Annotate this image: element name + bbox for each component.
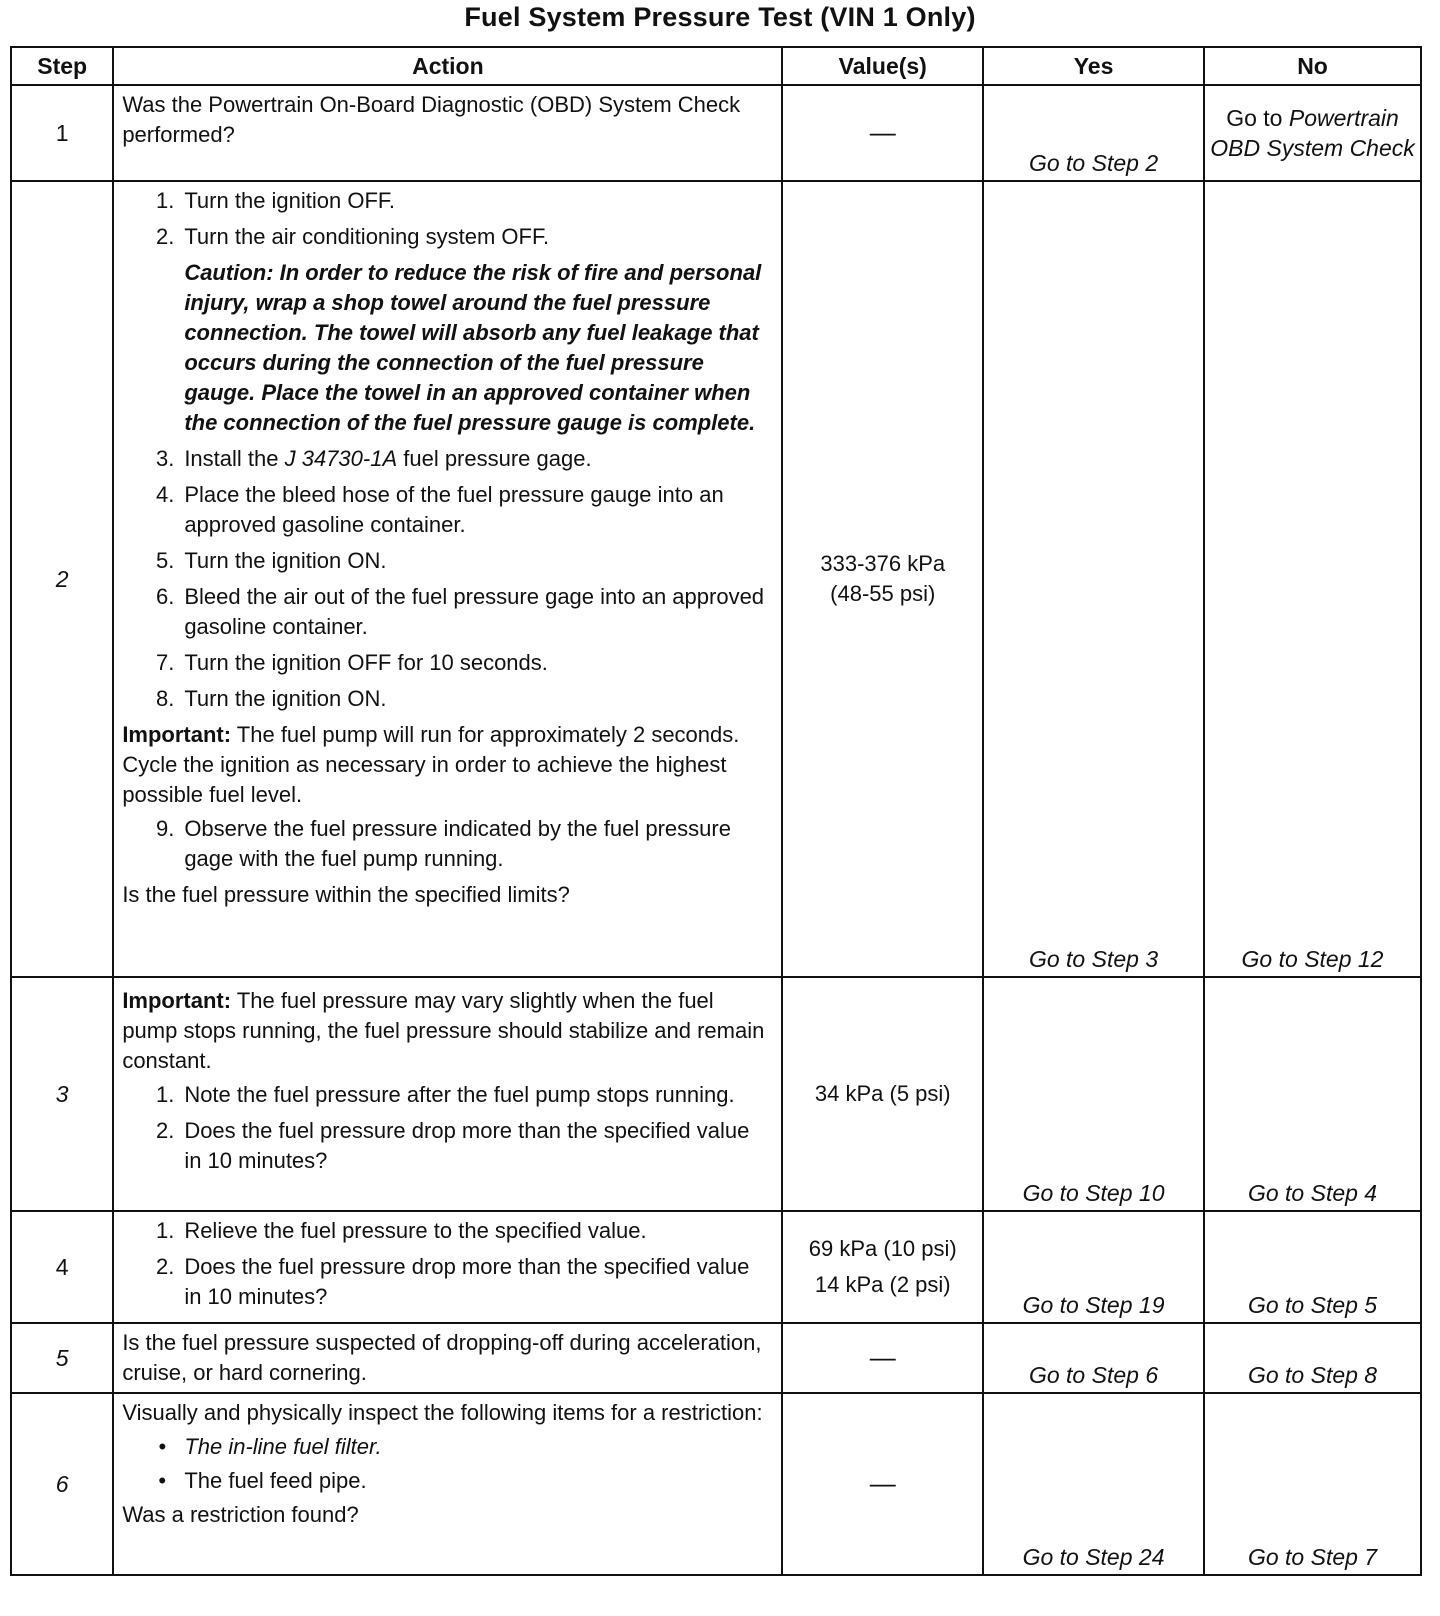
step-number: 3 — [11, 977, 113, 1211]
table-row — [11, 1323, 1421, 1393]
action-cell — [113, 1323, 782, 1393]
list-item — [122, 814, 771, 874]
value-cell — [782, 181, 983, 977]
list-item — [122, 582, 771, 642]
value-cell — [782, 1211, 983, 1323]
action-question: Was a restriction found? — [122, 1502, 359, 1527]
important-label: Important: — [122, 722, 232, 747]
item-number: 2. — [155, 224, 175, 249]
item-text: Turn the ignition ON. — [184, 548, 387, 573]
action-cell — [113, 1211, 782, 1323]
item-text: Relieve the fuel pressure to the specified value. — [184, 1218, 647, 1243]
bullet-item — [122, 1432, 771, 1462]
yes-goto[interactable]: Go to Step 19 — [983, 1211, 1204, 1323]
action-cell — [113, 977, 782, 1211]
bullet-icon: • — [158, 1434, 167, 1459]
table-row — [11, 1211, 1421, 1323]
action-question: Is the fuel pressure within the specified limits? — [122, 882, 570, 907]
important-text: The fuel pressure may vary slightly when the fuel pump stops running, the fuel pressure should stabilize and remain constant. — [122, 988, 765, 1073]
table-row — [11, 1393, 1421, 1575]
no-goto[interactable]: Go to Step 8 — [1204, 1323, 1421, 1393]
header-no: No — [1204, 47, 1421, 85]
bullet-text: The fuel feed pipe. — [184, 1468, 367, 1493]
action-cell — [113, 85, 782, 181]
step-number: 6 — [11, 1393, 113, 1575]
item-text: Bleed the air out of the fuel pressure gage into an approved gasoline container. — [184, 584, 765, 639]
value-dash: — — [869, 1468, 896, 1498]
item-number: 2. — [155, 1118, 175, 1143]
diagnostic-table — [10, 46, 1422, 1576]
important-note — [122, 986, 771, 1076]
no-goto[interactable] — [1204, 85, 1421, 181]
step-number: 5 — [11, 1323, 113, 1393]
list-item — [122, 1116, 771, 1176]
list-item — [122, 186, 771, 216]
item-number: 9. — [155, 816, 175, 841]
value-cell — [782, 1393, 983, 1575]
value-line: 333-376 kPa — [820, 551, 946, 576]
list-item — [122, 1216, 771, 1246]
value-line: (48-55 psi) — [830, 581, 936, 606]
no-goto[interactable]: Go to Step 4 — [1204, 977, 1421, 1211]
important-label: Important: — [122, 988, 232, 1013]
important-note — [122, 720, 771, 810]
item-number: 1. — [155, 1218, 175, 1243]
item-number: 7. — [155, 650, 175, 675]
list-item — [122, 444, 771, 474]
step-number: 2 — [11, 181, 113, 977]
item-number: 1. — [155, 188, 175, 213]
header-value: Value(s) — [782, 47, 983, 85]
table-row — [11, 181, 1421, 977]
important-text: The fuel pump will run for approximately 2 seconds. Cycle the ignition as necessary in order to achieve the highest possible fuel level. — [122, 722, 740, 807]
no-goto[interactable]: Go to Step 5 — [1204, 1211, 1421, 1323]
page-title: Fuel System Pressure Test (VIN 1 Only) — [464, 2, 976, 32]
table-header-row — [11, 47, 1421, 85]
header-step: Step — [11, 47, 113, 85]
value-cell: 34 kPa (5 psi) — [782, 977, 983, 1211]
value-line: 69 kPa (10 psi) — [808, 1236, 957, 1261]
item-text: Note the fuel pressure after the fuel pump stops running. — [184, 1082, 735, 1107]
item-number: 3. — [155, 446, 175, 471]
header-yes: Yes — [983, 47, 1204, 85]
yes-goto[interactable]: Go to Step 24 — [983, 1393, 1204, 1575]
list-item — [122, 684, 771, 714]
value-cell — [782, 85, 983, 181]
action-cell — [113, 1393, 782, 1575]
table-row — [11, 85, 1421, 181]
item-text: Does the fuel pressure drop more than the specified value in 10 minutes? — [184, 1118, 750, 1173]
no-goto[interactable]: Go to Step 12 — [1204, 181, 1421, 977]
item-text: Observe the fuel pressure indicated by the fuel pressure gage with the fuel pump running. — [184, 816, 731, 871]
item-text: Install the — [184, 446, 285, 471]
table-row — [11, 977, 1421, 1211]
header-action: Action — [113, 47, 782, 85]
action-cell — [113, 181, 782, 977]
no-goto-link[interactable]: Powertrain OBD System Check — [1210, 105, 1415, 161]
yes-goto[interactable]: Go to Step 10 — [983, 977, 1204, 1211]
item-number: 2. — [155, 1254, 175, 1279]
item-text: Turn the air conditioning system OFF. — [184, 224, 550, 249]
item-text: Does the fuel pressure drop more than the specified value in 10 minutes? — [184, 1254, 750, 1309]
yes-goto[interactable]: Go to Step 2 — [983, 85, 1204, 181]
item-text: Turn the ignition ON. — [184, 686, 387, 711]
list-item — [122, 480, 771, 540]
no-goto[interactable]: Go to Step 7 — [1204, 1393, 1421, 1575]
tool-reference: J 34730-1A — [284, 446, 398, 471]
action-question: Was the Powertrain On-Board Diagnostic (OBD) System Check performed? — [122, 92, 741, 147]
action-intro: Visually and physically inspect the following items for a restriction: — [122, 1400, 763, 1425]
yes-goto[interactable]: Go to Step 6 — [983, 1323, 1204, 1393]
item-text: Place the bleed hose of the fuel pressure gauge into an approved gasoline container. — [184, 482, 724, 537]
step-number: 4 — [11, 1211, 113, 1323]
item-text: fuel pressure gage. — [397, 446, 592, 471]
item-text: Turn the ignition OFF. — [184, 188, 396, 213]
item-number: 5. — [155, 548, 175, 573]
value-dash: — — [869, 117, 896, 147]
action-question: Is the fuel pressure suspected of dropping-off during acceleration, cruise, or hard cornering. — [122, 1330, 762, 1385]
bullet-text: The in-line fuel filter. — [184, 1434, 382, 1459]
yes-goto[interactable]: Go to Step 3 — [983, 181, 1204, 977]
item-number: 4. — [155, 482, 175, 507]
item-number: 1. — [155, 1082, 175, 1107]
caution-text: Caution: In order to reduce the risk of fire and personal injury, wrap a shop towel around the fuel pressure connection. The towel will absorb any fuel leakage that occurs during the connection of the fuel pressure gauge. Place the towel in an approved container when the connection of the fuel pressure gauge is complete. — [184, 260, 762, 435]
list-item — [122, 1080, 771, 1110]
bullet-icon: • — [158, 1468, 167, 1493]
list-item — [122, 546, 771, 576]
no-goto-prefix: Go to — [1226, 105, 1289, 131]
list-item — [122, 222, 771, 252]
bullet-item — [122, 1466, 771, 1496]
list-item — [122, 1252, 771, 1312]
value-line: 14 kPa (2 psi) — [814, 1272, 951, 1297]
value-dash: — — [869, 1342, 896, 1372]
item-text: Turn the ignition OFF for 10 seconds. — [184, 650, 548, 675]
value-cell — [782, 1323, 983, 1393]
item-number: 8. — [155, 686, 175, 711]
list-item — [122, 648, 771, 678]
item-number: 6. — [155, 584, 175, 609]
step-number: 1 — [11, 85, 113, 181]
